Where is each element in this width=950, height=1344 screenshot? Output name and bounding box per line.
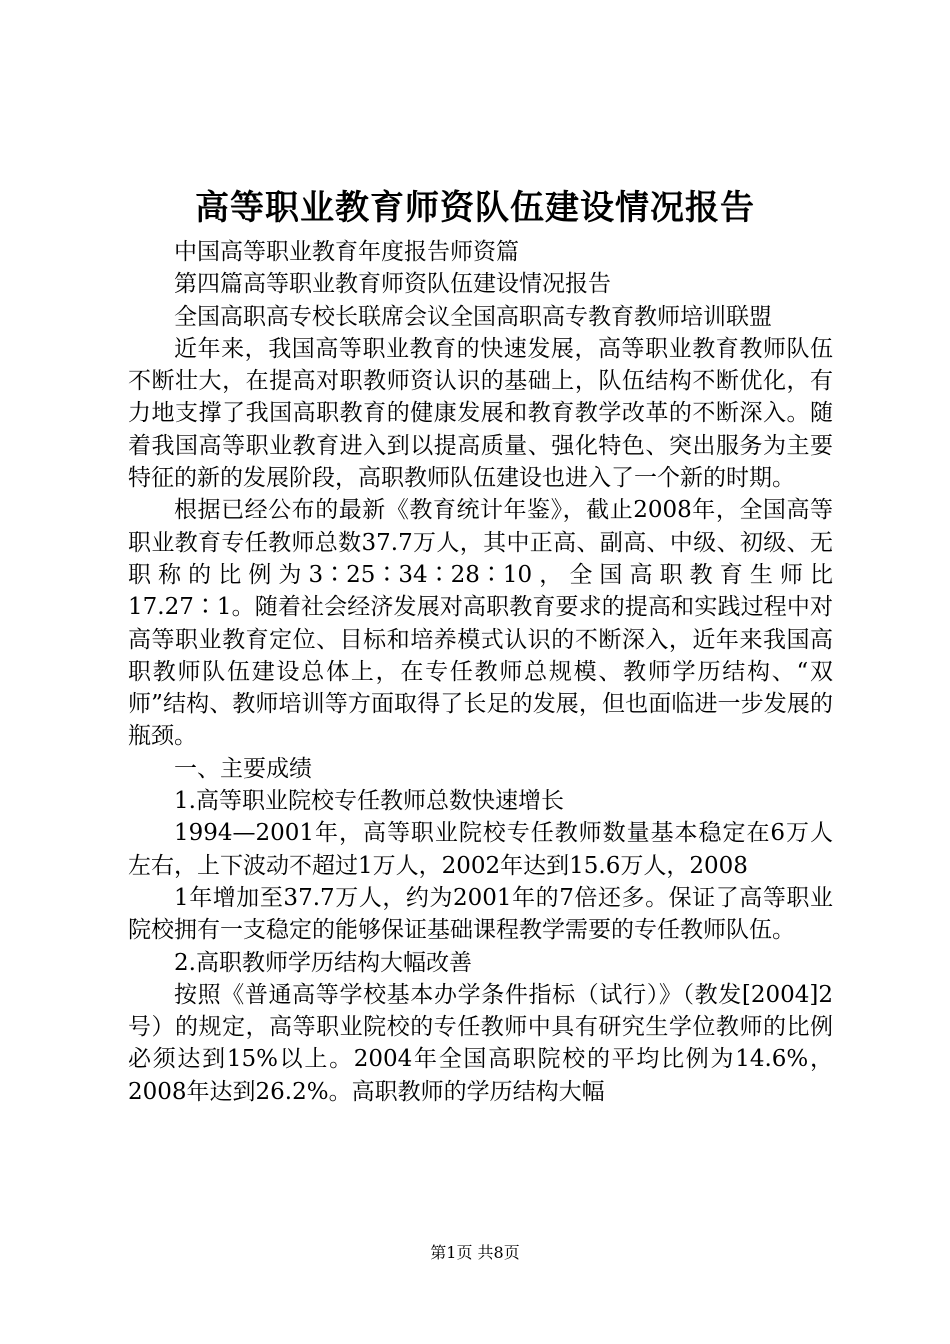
subsection-heading-teacher-count: 1.高等职业院校专任教师总数快速增长 [174, 788, 564, 815]
subsection-heading-education-structure: 2.高职教师学历结构大幅改善 [174, 949, 472, 976]
section-heading-achievements: 一、主要成绩 [174, 755, 312, 782]
page-number: 第1页 共8页 [430, 1243, 520, 1262]
document-title: 高等职业教育师资队伍建设情况报告 [195, 188, 755, 228]
document-body [128, 236, 833, 1108]
subtitle-authors: 全国高职高专校长联席会议全国高职高专教育教师培训联盟 [174, 303, 772, 330]
paragraph-teacher-count-continued: 1年增加至37.7万人，约为2001年的7倍还多。保证了高等职业院校拥有一支稳定的能够保证基础课程教学需要的专任教师队伍。 [128, 884, 833, 944]
paragraph-teacher-count: 1994—2001年，高等职业院校专任教师数量基本稳定在6万人左右，上下波动不超过1万人，2002年达到15.6万人，2008 [128, 820, 833, 879]
paragraph-intro: 近年来，我国高等职业教育的快速发展，高等职业教育教师队伍不断壮大，在提高对职教师资认识的基础上，队伍结构不断优化，有力地支撑了我国高职教育的健康发展和教育教学改革的不断深入。随着我国高等职业教育进入到以提高质量、强化特色、突出服务为主要特征的新的发展阶段，高职教师队伍建设也进入了一个新的时期。 [128, 335, 833, 492]
subtitle-chapter: 第四篇高等职业教育师资队伍建设情况报告 [174, 271, 611, 298]
paragraph-education-structure: 按照《普通高等学校基本办学条件指标（试行）》（教发[2004]2号）的规定，高等职业院校的专任教师中具有研究生学位教师的比例必须达到15%以上。2004年全国高职院校的平均比例为14.6%，2008年达到26.2%。高职教师的学历结构大幅 [128, 981, 833, 1105]
subtitle-report-series: 中国高等职业教育年度报告师资篇 [174, 239, 519, 265]
paragraph-statistics: 根据已经公布的最新《教育统计年鉴》，截止2008年，全国高等职业教育专任教师总数37.7万人，其中正高、副高、中级、初级、无职称的比例为3∶25∶34∶28∶10，全国高职教育生师比17.27∶1。随着社会经济发展对高职教育要求的提高和实践过程中对高等职业教育定位、目标和培养模式认识的不断深入，近年来我国高职教师队伍建设总体上，在专任教师总规模、教师学历结构、“双师”结构、教师培训等方面取得了长足的发展，但也面临进一步发展的瓶颈。 [128, 497, 833, 750]
